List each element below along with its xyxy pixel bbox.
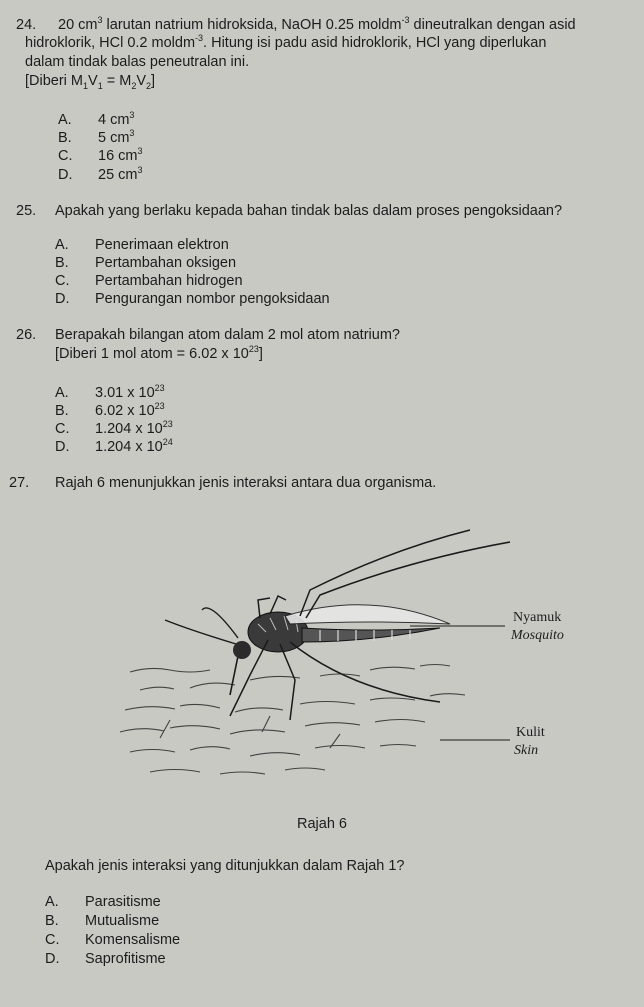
label-nyamuk: Nyamuk [513,610,562,625]
q26-given: [Diberi 1 mol atom = 6.02 x $10^{23}$] [55,344,263,362]
mosquito-head [233,641,251,659]
figure-caption: Rajah 6 [297,816,347,832]
antenna-right [165,620,236,644]
q24-option-b[interactable]: B. 5 $cm^3$ [58,128,135,146]
q24-option-d[interactable]: D. 25 $cm^3$ [58,165,143,183]
q24-line1: 20 $cm^3$ larutan natrium hidroksida, NaOH 0.25 moldm$^{-3}$ dineutralkan dengan asid [58,15,576,33]
q25-text: Apakah yang berlaku kepada bahan tindak balas dalam proses pengoksidaan? [55,203,563,219]
q26-option-c[interactable]: C. 1.204 x $10^{23}$ [55,419,173,437]
label-kulit: Kulit [516,725,545,740]
q27-question: Apakah jenis interaksi yang ditunjukkan dalam Rajah 1? [45,858,405,874]
q27-option-c[interactable]: C. Komensalisme [45,932,181,948]
q26-number: 26. [16,327,37,343]
skin-texture [120,665,465,775]
q25-option-b[interactable]: B. Pertambahan oksigen [55,255,237,271]
label-mosquito: Mosquito [511,628,564,643]
q26-option-d[interactable]: D. 1.204 x $10^{24}$ [55,437,173,455]
q24-option-c[interactable]: C. 16 $cm^3$ [58,146,143,164]
q26-option-b[interactable]: B. 6.02 x $10^{23}$ [55,401,165,419]
label-skin: Skin [514,743,539,758]
q24-option-a[interactable]: A. 4 $cm^3$ [58,110,135,128]
mosquito-wing [285,605,450,624]
q24-line3: dalam tindak balas peneutralan ini. [25,54,250,70]
q24-given: [Diberi $M_1V_1 = M_2V_2$] [25,73,156,91]
proboscis [230,656,238,695]
q25-option-d[interactable]: D. Pengurangan nombor pengoksidaan [55,291,330,307]
mosquito-abdomen [302,628,440,642]
q24-number: 24. [16,17,37,33]
q25-number: 25. [16,203,37,219]
q27-option-a[interactable]: A. Parasitisme [45,894,161,910]
q25-option-a[interactable]: A. Penerimaan elektron [55,237,229,253]
q25-option-c[interactable]: C. Pertambahan hidrogen [55,273,243,289]
q26-text: Berapakah bilangan atom dalam 2 mol atom natrium? [55,327,400,343]
mosquito-figure [110,520,530,800]
q27-text: Rajah 6 menunjukkan jenis interaksi antara dua organisma. [55,475,437,491]
q24-line2: hidroklorik, HCl 0.2 moldm$^{-3}$. Hitung isi padu asid hidroklorik, HCl yang diperlukan [25,33,547,51]
antenna-left [202,608,238,638]
q26-option-a[interactable]: A. 3.01 x $10^{23}$ [55,383,165,401]
q27-option-d[interactable]: D. Saprofitisme [45,951,166,967]
q27-option-b[interactable]: B. Mutualisme [45,913,160,929]
q27-number: 27. [9,475,30,491]
